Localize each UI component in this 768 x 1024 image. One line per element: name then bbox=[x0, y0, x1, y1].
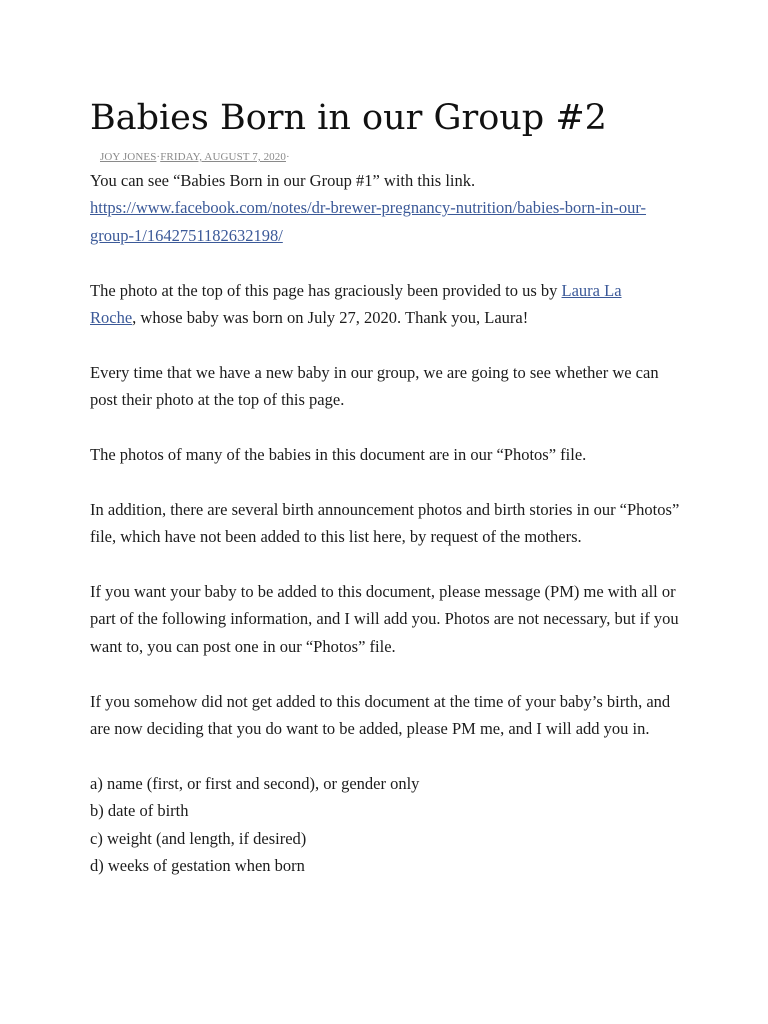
paragraph-gap bbox=[90, 468, 690, 495]
every-time-paragraph: Every time that we have a new baby in our group, we are going to see whether we can post their photo at the top of this page. bbox=[90, 362, 659, 410]
article-title: Babies Born in our Group #2 bbox=[90, 98, 607, 138]
photos-file-paragraph: The photos of many of the babies in this document are in our “Photos” file. bbox=[90, 445, 587, 465]
article-body bbox=[90, 167, 690, 879]
paragraph-gap bbox=[90, 742, 690, 769]
addition-paragraph: In addition, there are several birth announcement photos and birth stories in our “Photos” file, which have not been added to this list here, by request of the mothers. bbox=[90, 499, 680, 547]
info-list-item-gestation: d) weeks of gestation when born bbox=[90, 856, 305, 876]
paragraph-gap bbox=[90, 660, 690, 687]
meta-separator: · bbox=[285, 151, 290, 163]
want-added-paragraph: If you want your baby to be added to this document, please message (PM) me with all or part of the following information, and I will add you. Photos are not necessary, but if you want to, you can post one in our “Photos” file. bbox=[90, 582, 679, 656]
date-link[interactable]: FRIDAY, AUGUST 7, 2020 bbox=[160, 151, 286, 163]
info-list-item-weight: c) weight (and length, if desired) bbox=[90, 828, 307, 848]
group1-link-paragraph bbox=[90, 194, 690, 249]
paragraph-gap bbox=[90, 331, 690, 358]
author-link[interactable]: JOY JONES bbox=[100, 151, 157, 163]
photo-credit-text-end: , whose baby was born on July 27, 2020. Thank you, Laura! bbox=[132, 308, 529, 328]
photo-credit-paragraph bbox=[90, 277, 690, 332]
laura-la-roche-link[interactable]: Laura La bbox=[561, 280, 622, 300]
article-meta bbox=[100, 150, 290, 164]
group1-link[interactable]: https://www.facebook.com/notes/dr-brewer-pregnancy-nutrition/babies-born-in-our- bbox=[90, 198, 647, 218]
intro-paragraph: You can see “Babies Born in our Group #1” with this link. bbox=[90, 171, 476, 190]
photo-credit-text: The photo at the top of this page has graciously been provided to us by bbox=[90, 280, 562, 300]
meta-separator: · bbox=[156, 151, 161, 163]
info-list-item-birth-date: b) date of birth bbox=[90, 801, 189, 821]
paragraph-gap bbox=[90, 551, 690, 578]
laura-la-roche-link-continued[interactable]: Roche bbox=[90, 308, 133, 328]
not-added-paragraph: If you somehow did not get added to this document at the time of your baby’s birth, and are now deciding that you do want to be added, please PM me, and I will add you in. bbox=[90, 691, 671, 739]
paragraph-gap bbox=[90, 249, 690, 276]
info-list-item-name: a) name (first, or first and second), or gender only bbox=[90, 773, 420, 793]
group1-link-continued[interactable]: group-1/1642751182632198/ bbox=[90, 225, 283, 245]
paragraph-gap bbox=[90, 414, 690, 441]
